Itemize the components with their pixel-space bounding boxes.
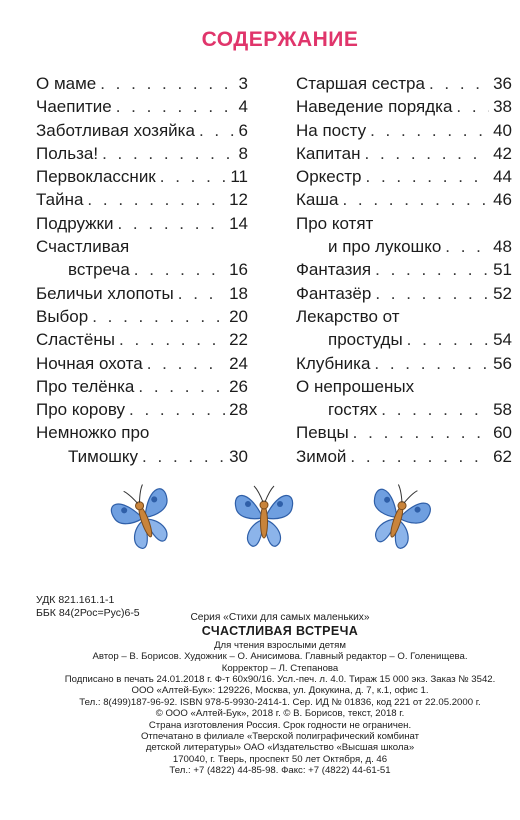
toc-entry-title: Тимошку	[68, 446, 139, 466]
dot-leader	[87, 188, 225, 211]
toc-entry-title-line: Лекарство от	[296, 306, 400, 326]
imprint-line: Для чтения взрослыми детям	[214, 639, 346, 651]
dot-leader	[178, 282, 225, 305]
dot-leader	[138, 375, 225, 398]
toc-entry-page: 60	[493, 423, 512, 443]
butterfly-icon	[360, 478, 436, 558]
toc-entry	[296, 235, 512, 258]
toc-entry	[36, 305, 248, 328]
udk-code: УДК 821.161.1-1	[36, 594, 115, 606]
toc-left-column	[36, 72, 248, 468]
toc-entry-title: Чаепитие	[36, 97, 112, 117]
imprint-lines	[40, 640, 520, 777]
toc-entry	[36, 282, 248, 305]
toc-entry-page: 26	[229, 376, 248, 396]
imprint-line: Тел.: +7 (4822) 44-85-98. Факс: +7 (4822) 44-61-51	[169, 765, 391, 777]
dot-leader	[353, 421, 489, 444]
toc-entry	[36, 375, 248, 398]
toc-entry-page: 14	[229, 213, 248, 233]
toc-entry-page: 16	[229, 260, 248, 280]
imprint-block	[40, 612, 520, 777]
butterfly-illustrations	[0, 478, 520, 578]
dot-leader	[456, 95, 489, 118]
toc-entry	[296, 72, 512, 95]
toc-entry-page: 18	[229, 283, 248, 303]
toc-entry	[36, 352, 248, 375]
toc-entry-title: Сластёны	[36, 330, 115, 350]
toc-entry-title: Зимой	[296, 446, 347, 466]
toc-entry-page: 12	[229, 190, 248, 210]
toc-entry	[296, 119, 512, 142]
dot-leader	[365, 142, 490, 165]
dot-leader	[100, 72, 234, 95]
dot-leader	[407, 328, 489, 351]
toc-entry-title: Певцы	[296, 423, 349, 443]
dot-leader	[375, 282, 489, 305]
toc-entry-page: 52	[493, 283, 512, 303]
toc-entry	[36, 398, 248, 421]
toc-entry	[296, 421, 512, 444]
imprint-line: Тел.: 8(499)187-96-92. ISBN 978-5-9930-2414-1. Сер. ИД № 01836, код 221 от 22.05.2000 г.	[79, 696, 481, 708]
toc-right-column	[296, 72, 512, 468]
toc-entry-title: и про лукошко	[328, 237, 442, 257]
toc-entry-title-line: Немножко про	[36, 423, 150, 443]
toc-entry-title: простуды	[328, 330, 403, 350]
imprint-line: Автор – В. Борисов. Художник – О. Анисимова. Главный редактор – О. Голенищева.	[92, 651, 468, 663]
toc-entry-page: 30	[229, 446, 248, 466]
toc-entry	[36, 188, 248, 211]
toc-entry-page: 20	[229, 306, 248, 326]
dot-leader	[92, 305, 225, 328]
toc-entry-title: Капитан	[296, 143, 361, 163]
toc-entry	[296, 95, 512, 118]
imprint-line: © ООО «Алтей-Бук», 2018 г. © В. Борисов, текст, 2018 г.	[155, 708, 405, 720]
toc-entry-title: Первоклассник	[36, 167, 156, 187]
toc-entry	[296, 398, 512, 421]
toc-entry-title: гостях	[328, 400, 378, 420]
toc-entry-page: 46	[493, 190, 512, 210]
toc-entry-title: Клубника	[296, 353, 371, 373]
butterfly-icon	[106, 478, 182, 558]
imprint-line: Отпечатано в филиале «Тверской полиграфический комбинат	[140, 731, 420, 743]
toc-entry	[296, 165, 512, 188]
toc-entry-title-line: Счастливая	[36, 237, 130, 257]
toc-entry-page: 36	[493, 74, 512, 93]
bbk-code: ББК 84(2Рос=Рус)6-5	[36, 607, 140, 619]
toc-entry	[36, 258, 248, 281]
toc-entry-page: 54	[493, 330, 512, 350]
book-title: СЧАСТЛИВАЯ ВСТРЕЧА	[201, 624, 359, 639]
butterfly-icon	[226, 478, 302, 558]
imprint-line: 170040, г. Тверь, проспект 50 лет Октября, д. 46	[172, 753, 388, 765]
toc-entry-page: 22	[229, 330, 248, 350]
dot-leader	[199, 119, 235, 142]
toc-entry	[36, 212, 248, 235]
toc-entry-page: 51	[493, 260, 512, 280]
page-title: СОДЕРЖАНИЕ	[201, 28, 359, 51]
toc-entry-title: Фантазия	[296, 260, 372, 280]
toc-entry-title: Фантазёр	[296, 283, 372, 303]
dot-leader	[129, 398, 225, 421]
toc-entry-title: Старшая сестра	[296, 74, 425, 93]
toc-entry-title: Беличьи хлопоты	[36, 283, 174, 303]
dot-leader	[117, 212, 225, 235]
toc-entry	[36, 165, 248, 188]
toc-entry	[36, 142, 248, 165]
toc-entry-title: Оркестр	[296, 167, 362, 187]
dot-leader	[445, 235, 489, 258]
dot-leader	[429, 72, 489, 95]
toc-entry-page: 3	[238, 74, 248, 93]
imprint-line: Корректор – Л. Степанова	[221, 662, 339, 674]
toc-entry-page: 42	[493, 143, 512, 163]
toc-entry-title: О маме	[36, 74, 97, 93]
toc-entry-page: 58	[493, 400, 512, 420]
toc-entry-title: Каша	[296, 190, 339, 210]
toc-entry	[296, 142, 512, 165]
dot-leader	[102, 142, 234, 165]
series-line: Серия «Стихи для самых маленьких»	[190, 612, 370, 623]
toc-entry-page: 62	[493, 446, 512, 466]
toc-entry-page: 11	[230, 167, 248, 187]
toc-entry-page: 40	[493, 120, 512, 140]
toc-entry-page: 8	[238, 143, 248, 163]
toc-entry-title: Про корову	[36, 400, 126, 420]
toc-entry-page: 48	[493, 237, 512, 257]
imprint-line: детской литературы» ОАО «Издательство «Высшая школа»	[145, 742, 415, 754]
imprint-line: ООО «Алтей-Бук»: 129226, Москва, ул. Докукина, д. 7, к.1, офис 1.	[131, 685, 429, 697]
toc-entry	[36, 72, 248, 95]
toc-entry-title: Подружки	[36, 213, 114, 233]
imprint-line: Подписано в печать 24.01.2018 г. Ф-т 60х90/16. Усл.-печ. л. 4.0. Тираж 15 000 экз. Заказ № 3542.	[64, 674, 496, 686]
toc-entry	[296, 188, 512, 211]
toc-entry-title-line: Про котят	[296, 213, 374, 233]
toc-entry-title: Тайна	[36, 190, 84, 210]
dot-leader	[370, 119, 489, 142]
dot-leader	[119, 328, 225, 351]
toc-entry-page: 6	[238, 120, 248, 140]
toc-entry-page: 56	[493, 353, 512, 373]
imprint-line: Страна изготовления Россия. Срок годности не ограничен.	[148, 719, 412, 731]
toc-entry	[296, 328, 512, 351]
toc-entry-page: 38	[493, 97, 512, 117]
toc-entry	[296, 258, 512, 281]
dot-leader	[160, 165, 227, 188]
toc-entry	[36, 328, 248, 351]
dot-leader	[142, 445, 225, 468]
dot-leader	[134, 258, 225, 281]
toc-entry-title: встреча	[68, 260, 130, 280]
dot-leader	[366, 165, 490, 188]
toc-entry-title: На посту	[296, 120, 367, 140]
toc-entry	[36, 445, 248, 468]
toc-entry-page: 24	[229, 353, 248, 373]
dot-leader	[342, 188, 489, 211]
toc-entry-title: Про телёнка	[36, 376, 135, 396]
toc-entry-page: 28	[229, 400, 248, 420]
toc-entry	[296, 282, 512, 305]
toc-entry	[36, 119, 248, 142]
toc-entry-title-line: О непрошеных	[296, 376, 415, 396]
toc-entry-title: Наведение порядка	[296, 97, 453, 117]
toc-entry-page: 4	[238, 97, 248, 117]
toc-entry-title: Заботливая хозяйка	[36, 120, 195, 140]
toc-entry-title: Ночная охота	[36, 353, 143, 373]
toc-entry-title: Выбор	[36, 306, 89, 326]
toc-entry	[296, 445, 512, 468]
dot-leader	[374, 352, 489, 375]
dot-leader	[381, 398, 489, 421]
dot-leader	[375, 258, 489, 281]
dot-leader	[350, 445, 489, 468]
toc-entry	[296, 352, 512, 375]
toc-entry-page: 44	[493, 167, 512, 187]
toc-entry	[36, 95, 248, 118]
toc-entry-title: Польза!	[36, 143, 99, 163]
dot-leader	[147, 352, 225, 375]
dot-leader	[116, 95, 235, 118]
